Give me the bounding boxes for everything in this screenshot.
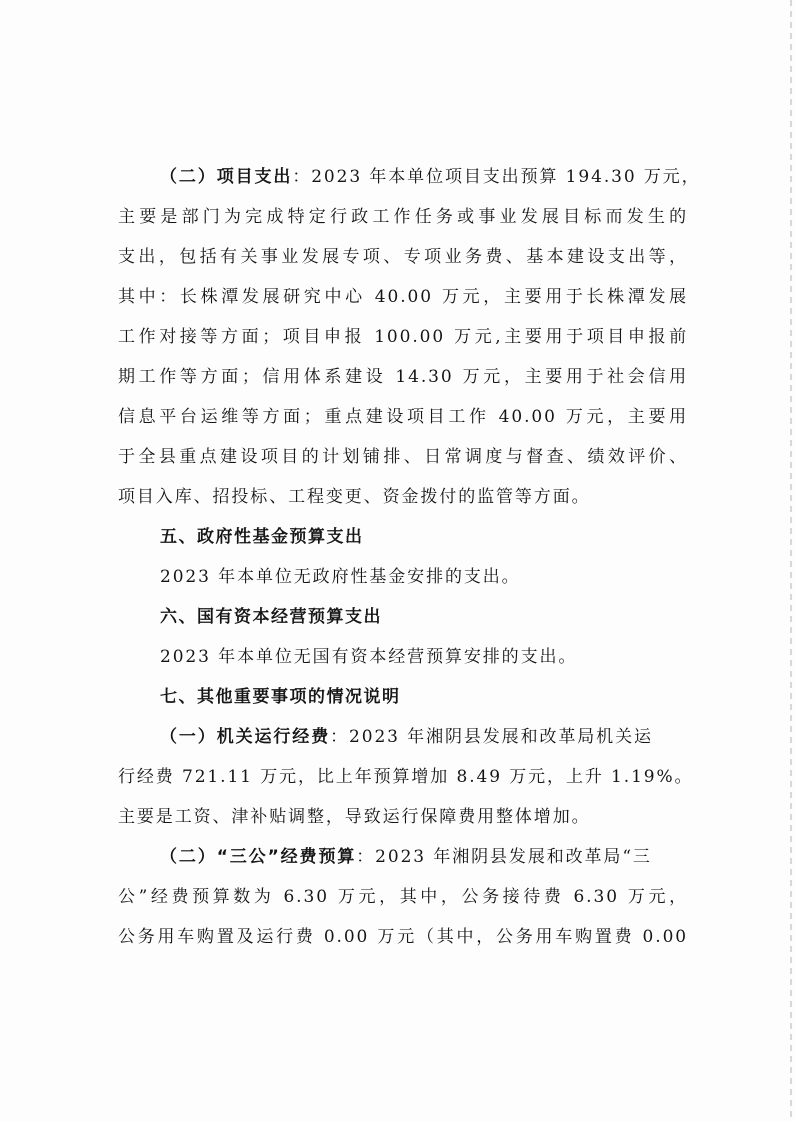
paragraph-project-line-7: 信息平台运维等方面；重点建设项目工作 40.00 万元，主要用 [118, 407, 688, 427]
section-7-item-2-line-2: 公”经费预算数为 6.30 万元，其中，公务接待费 6.30 万元， [118, 887, 688, 907]
three-public-budget-intro: ：2023 年湘阴县发展和改革局“三 [356, 847, 652, 867]
paragraph-project-line-4: 其中：长株潭发展研究中心 40.00 万元，主要用于长株潭发展 [118, 287, 688, 307]
section-7-item-1-line-2: 行经费 721.11 万元，比上年预算增加 8.49 万元，上升 1.19%。 [118, 767, 694, 787]
paragraph-project-line-3: 支出，包括有关事业发展专项、专项业务费、基本建设支出等， [118, 247, 688, 267]
section-6-heading: 六、国有资本经营预算支出 [160, 607, 382, 627]
paragraph-project-line-1 [118, 160, 701, 194]
paragraph-project-line-8: 于全县重点建设项目的计划铺排、日常调度与督查、绩效评价、 [118, 447, 688, 467]
paragraph-project-line-6: 期工作等方面；信用体系建设 14.30 万元，主要用于社会信用 [118, 367, 688, 387]
paragraph-project-line-9: 项目入库、招投标、工程变更、资金拨付的监管等方面。 [118, 487, 591, 507]
operating-expense-label: （一）机关运行经费 [160, 727, 331, 747]
section-6-text: 2023 年本单位无国有资本经营预算安排的支出。 [160, 647, 578, 667]
section-5-text: 2023 年本单位无政府性基金安排的支出。 [160, 567, 521, 587]
section-5-heading: 五、政府性基金预算支出 [160, 527, 364, 547]
three-public-budget-label: （二）“三公”经费预算 [160, 847, 357, 867]
scan-edge-artifact [790, 0, 792, 1122]
section-7-item-1-line-3: 主要是工资、津补贴调整，导致运行保障费用整体增加。 [118, 807, 591, 827]
project-expenditure-intro: ：2023 年本单位项目支出预算 194.30 万元， [292, 167, 701, 187]
operating-expense-intro: ：2023 年湘阴县发展和改革局机关运 [330, 727, 653, 747]
paragraph-project-line-5: 工作对接等方面；项目申报 100.00 万元,主要用于项目申报前 [118, 327, 688, 347]
paragraph-project-line-2: 主要是部门为完成特定行政工作任务或事业发展目标而发生的 [118, 207, 688, 227]
section-7-heading: 七、其他重要事项的情况说明 [160, 687, 401, 707]
section-7-item-2-line-3: 公务用车购置及运行费 0.00 万元（其中，公务用车购置费 0.00 [118, 927, 688, 947]
project-expenditure-label: （二）项目支出 [160, 167, 293, 187]
section-7-item-2-line-1 [118, 840, 688, 874]
section-7-item-1-line-1 [118, 720, 688, 754]
